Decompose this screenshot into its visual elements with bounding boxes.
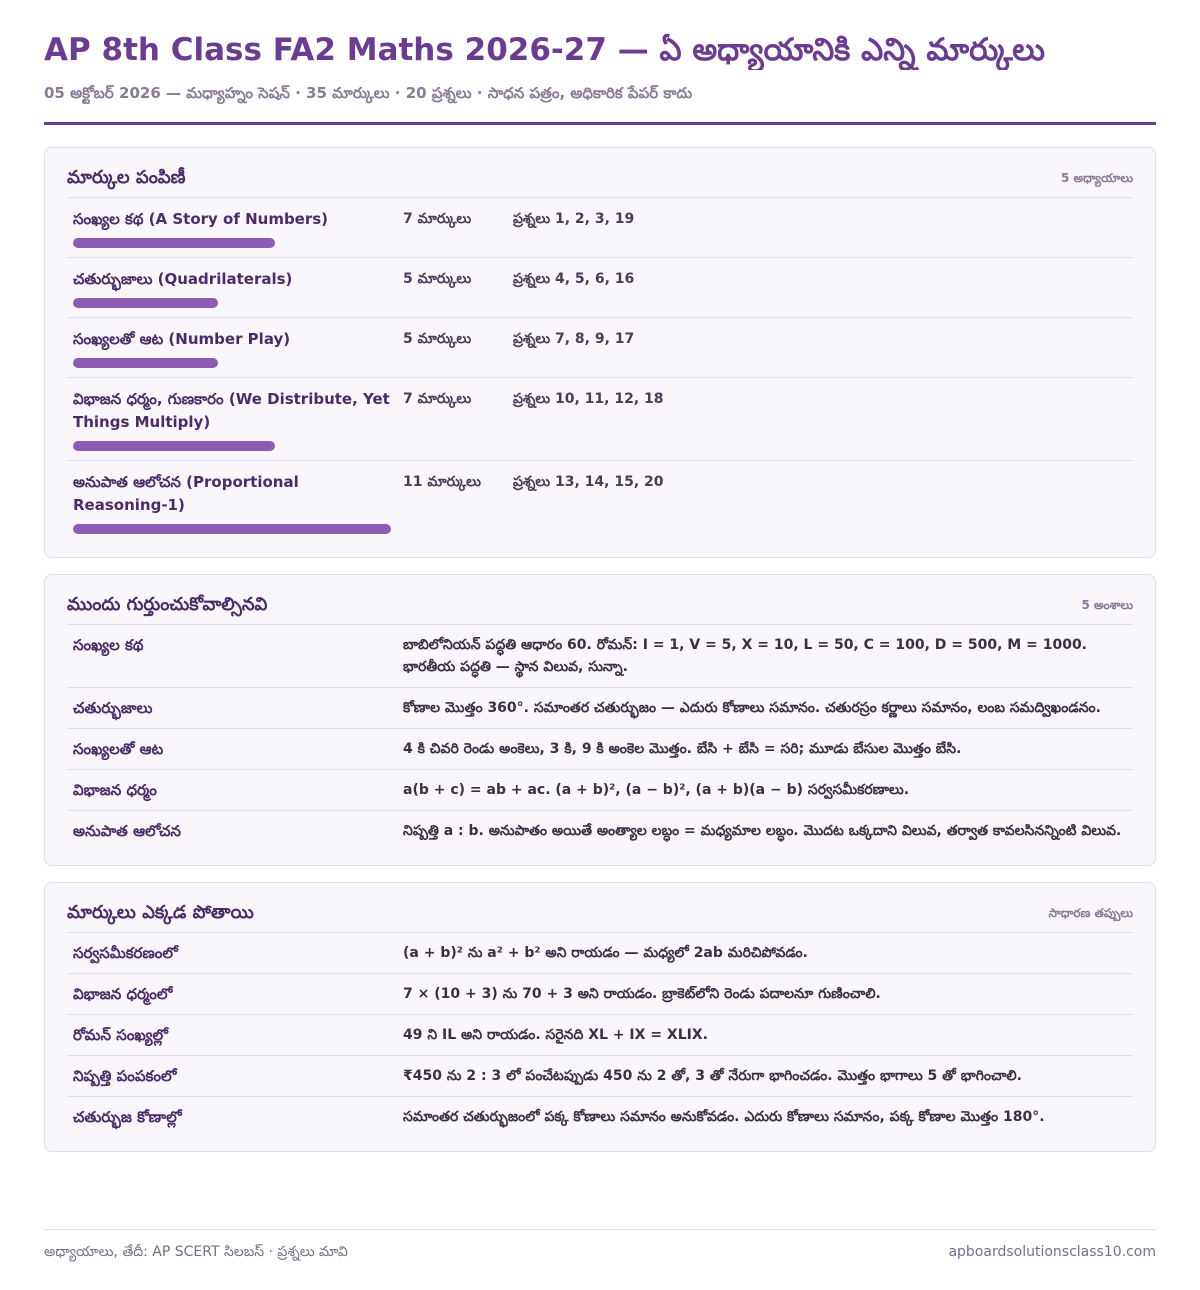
remember-label: సంఖ్యల కథ	[73, 636, 144, 654]
chapter-marks: 7 మార్కులు	[403, 391, 472, 407]
remember-row	[67, 625, 1133, 688]
distribution-row	[67, 461, 1133, 543]
mistake-row	[67, 974, 1133, 1015]
remember-text: నిష్పత్తి a : b. అనుపాతం అయితే అంత్యాల లబ్ధం = మధ్యమాల లబ్ధం. మొదట ఒక్కదాని విలువ, తర్వాత కావలసినన్నింటి విలువ.	[403, 823, 1122, 839]
mistakes-card	[44, 882, 1156, 1152]
mistake-text: 7 × (10 + 3) ను 70 + 3 అని రాయడం. బ్రాకెట్‌లోని రెండు పదాలనూ గుణించాలి.	[403, 986, 881, 1002]
marks-bar	[73, 524, 391, 534]
mistake-row	[67, 933, 1133, 974]
remember-text: కోణాల మొత్తం 360°. సమాంతర చతుర్భుజం — ఎదురు కోణాలు సమానం. చతురస్రం కర్ణాలు సమానం, లంబ సమద్విఖండనం.	[403, 700, 1101, 716]
card-title: మార్కులు ఎక్కడ పోతాయి	[67, 902, 254, 923]
distribution-list	[67, 198, 1133, 543]
card-title: ముందు గుర్తుంచుకోవాల్సినవి	[67, 594, 268, 615]
marks-bar	[73, 441, 275, 451]
chapter-marks: 11 మార్కులు	[403, 474, 481, 490]
marks-bar	[73, 238, 275, 248]
chapter-name: చతుర్భుజాలు (Quadrilaterals)	[73, 270, 293, 288]
remember-row	[67, 729, 1133, 770]
mistake-text: (a + b)² ను a² + b² అని రాయడం — మధ్యలో 2ab మరిచిపోవడం.	[403, 945, 808, 961]
mistake-row	[67, 1056, 1133, 1097]
chapter-questions: ప్రశ్నలు 4, 5, 6, 16	[513, 271, 635, 287]
remember-label: చతుర్భుజాలు	[73, 699, 153, 717]
card-tag: 5 అంశాలు	[1081, 598, 1133, 612]
remember-row	[67, 770, 1133, 811]
mistakes-list	[67, 933, 1133, 1137]
marks-bar	[73, 358, 218, 368]
card-header	[67, 897, 1133, 933]
footer-site-link[interactable]: apboardsolutionsclass10.com	[948, 1244, 1156, 1260]
remember-text: a(b + c) = ab + ac. (a + b)², (a − b)², (a + b)(a − b) సర్వసమీకరణాలు.	[403, 782, 910, 798]
remember-label: అనుపాత ఆలోచన	[73, 822, 181, 840]
page-footer	[44, 1229, 1156, 1263]
chapter-questions: ప్రశ్నలు 7, 8, 9, 17	[513, 331, 635, 347]
distribution-row	[67, 318, 1133, 378]
mistake-row	[67, 1097, 1133, 1137]
mistake-label: నిష్పత్తి పంపకంలో	[73, 1067, 177, 1085]
footer-source-note: అధ్యాయాలు, తేదీ: AP SCERT సిలబస్ · ప్రశ్నలు మావి	[44, 1244, 348, 1260]
remember-text: 4 కి చివరి రెండు అంకెలు, 3 కి, 9 కి అంకెల మొత్తం. బేసి + బేసి = సరి; మూడు బేసుల మొత్తం బేసి.	[403, 741, 962, 757]
chapter-name: అనుపాత ఆలోచన (Proportional Reasoning-1)	[73, 473, 299, 514]
mistake-text: సమాంతర చతుర్భుజంలో పక్క కోణాలు సమానం అనుకోవడం. ఎదురు కోణాలు సమానం, పక్క కోణాల మొత్తం 180°.	[403, 1109, 1045, 1125]
distribution-row	[67, 258, 1133, 318]
mistake-label: సర్వసమీకరణంలో	[73, 944, 178, 962]
mistake-label: విభాజన ధర్మంలో	[73, 985, 173, 1003]
chapter-name: విభాజన ధర్మం, గుణకారం (We Distribute, Yet Things Multiply)	[73, 390, 390, 431]
chapter-marks: 5 మార్కులు	[403, 331, 472, 347]
marks-bar	[73, 298, 218, 308]
mistake-label: చతుర్భుజ కోణాల్లో	[73, 1108, 182, 1126]
chapter-marks: 5 మార్కులు	[403, 271, 472, 287]
mistake-text: ₹450 ను 2 : 3 లో పంచేటప్పుడు 450 ను 2 తో, 3 తో నేరుగా భాగించడం. మొత్తం భాగాలు 5 తో భాగించాలి.	[403, 1068, 1022, 1084]
mistake-label: రోమన్ సంఖ్యల్లో	[73, 1026, 168, 1044]
remember-row	[67, 688, 1133, 729]
card-header	[67, 162, 1133, 198]
chapter-name: సంఖ్యల కథ (A Story of Numbers)	[73, 210, 329, 228]
remember-label: విభాజన ధర్మం	[73, 781, 157, 799]
marks-distribution-card	[44, 147, 1156, 558]
remember-card	[44, 574, 1156, 866]
mistake-row	[67, 1015, 1133, 1056]
header-divider	[44, 122, 1156, 125]
chapter-marks: 7 మార్కులు	[403, 211, 472, 227]
remember-text: బాబిలోనియన్ పద్ధతి ఆధారం 60. రోమన్: I = 1, V = 5, X = 10, L = 50, C = 100, D = 500, M = 1000. భారతీయ పద్ధతి — స్థాన విలువ, సున్నా.	[403, 637, 1088, 675]
remember-label: సంఖ్యలతో ఆట	[73, 740, 164, 758]
page-subtitle: 05 అక్టోబర్ 2026 — మధ్యాహ్నం సెషన్ · 35 మార్కులు · 20 ప్రశ్నలు · సాధన పత్రం, అధికారిక పేపర్ కాదు	[44, 84, 693, 102]
remember-row	[67, 811, 1133, 851]
card-tag: సాధారణ తప్పులు	[1048, 906, 1133, 920]
distribution-row	[67, 198, 1133, 258]
remember-list	[67, 625, 1133, 851]
card-title: మార్కుల పంపిణీ	[67, 167, 186, 188]
card-header	[67, 589, 1133, 625]
card-tag: 5 అధ్యాయాలు	[1060, 171, 1133, 185]
chapter-questions: ప్రశ్నలు 10, 11, 12, 18	[513, 391, 664, 407]
page-title: AP 8th Class FA2 Maths 2026-27 — ఏ అధ్యాయానికి ఎన్ని మార్కులు	[44, 32, 1045, 68]
mistake-text: 49 ని IL అని రాయడం. సరైనది XL + IX = XLIX.	[403, 1027, 708, 1043]
chapter-questions: ప్రశ్నలు 13, 14, 15, 20	[513, 474, 664, 490]
chapter-questions: ప్రశ్నలు 1, 2, 3, 19	[513, 211, 635, 227]
chapter-name: సంఖ్యలతో ఆట (Number Play)	[73, 330, 291, 348]
distribution-row	[67, 378, 1133, 461]
